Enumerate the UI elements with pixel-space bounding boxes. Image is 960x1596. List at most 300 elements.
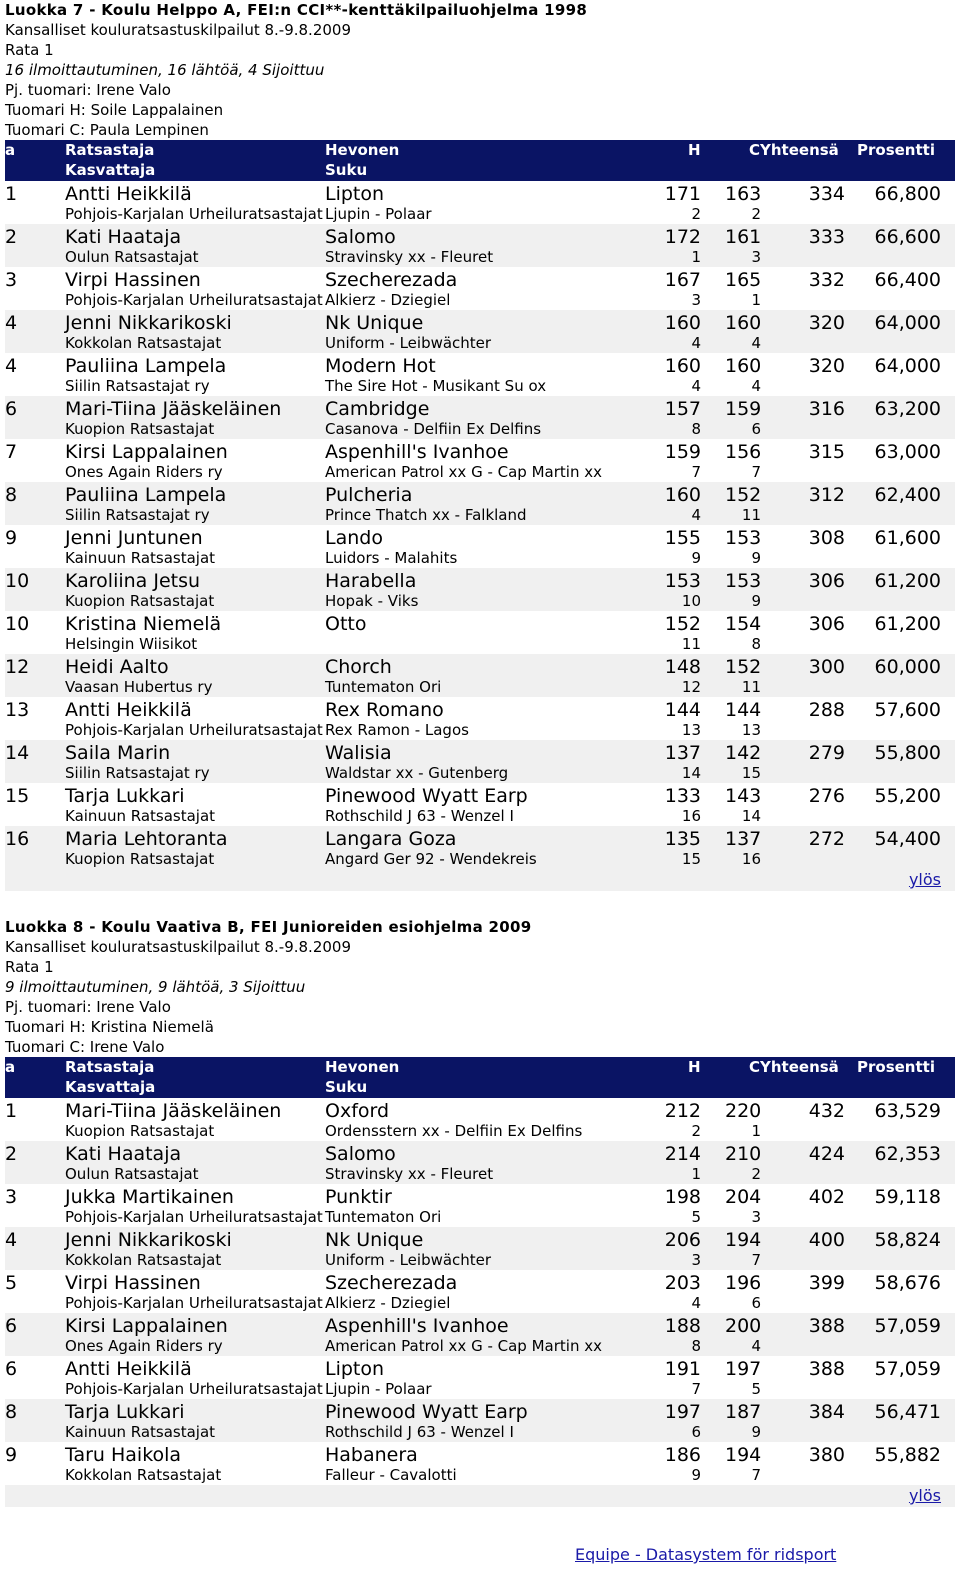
score-total: 400 bbox=[808, 1229, 845, 1251]
col-header-breeder: Kasvattaja bbox=[65, 1078, 156, 1096]
score-h: 214 bbox=[664, 1143, 701, 1165]
placing-h: 10 bbox=[681, 592, 701, 610]
score-percent: 64,000 bbox=[874, 312, 941, 334]
score-total: 388 bbox=[808, 1315, 845, 1337]
placing-h: 12 bbox=[681, 678, 701, 696]
col-header-breeder: Kasvattaja bbox=[65, 161, 156, 179]
col-header-horse: Hevonen bbox=[325, 141, 400, 159]
horse-lineage: The Sire Hot - Musikant Su ox bbox=[325, 377, 547, 395]
score-c: 137 bbox=[725, 828, 762, 850]
score-percent: 66,600 bbox=[874, 226, 941, 248]
rider-name: Virpi Hassinen bbox=[65, 269, 201, 291]
horse-name: Chorch bbox=[325, 656, 392, 678]
score-h: 153 bbox=[664, 570, 701, 592]
placing-h: 16 bbox=[681, 807, 701, 825]
back-to-top-link[interactable]: ylös bbox=[908, 870, 941, 889]
placing-c: 7 bbox=[751, 1251, 761, 1269]
rank-cell: 10 bbox=[5, 570, 30, 592]
horse-lineage: American Patrol xx G - Cap Martin xx bbox=[325, 463, 602, 481]
score-total: 306 bbox=[808, 613, 845, 635]
horse-lineage: Ljupin - Polaar bbox=[325, 205, 432, 223]
rank-cell: 13 bbox=[5, 699, 30, 721]
club-name: Oulun Ratsastajat bbox=[65, 1165, 199, 1183]
club-name: Kokkolan Ratsastajat bbox=[65, 334, 222, 352]
placing-c: 3 bbox=[751, 248, 761, 266]
placing-h: 9 bbox=[691, 1466, 701, 1484]
equipe-footer-link[interactable]: Equipe - Datasystem för ridsport bbox=[575, 1545, 837, 1564]
col-header-rank: a bbox=[5, 141, 16, 159]
score-h: 212 bbox=[664, 1100, 701, 1122]
score-c: 156 bbox=[725, 441, 762, 463]
class-title: Luokka 8 - Koulu Vaativa B, FEI Junioreiden esiohjelma 2009 bbox=[5, 918, 532, 936]
rank-cell: 4 bbox=[5, 1229, 18, 1251]
horse-name: Habanera bbox=[325, 1444, 418, 1466]
score-c: 163 bbox=[725, 183, 762, 205]
club-name: Ones Again Riders ry bbox=[65, 463, 223, 481]
score-c: 165 bbox=[725, 269, 762, 291]
rank-cell: 1 bbox=[5, 1100, 18, 1122]
horse-lineage: Ordensstern xx - Delfiin Ex Delfins bbox=[325, 1122, 583, 1140]
placing-h: 4 bbox=[691, 377, 701, 395]
score-c: 144 bbox=[725, 699, 762, 721]
score-h: 157 bbox=[664, 398, 701, 420]
score-total: 399 bbox=[808, 1272, 845, 1294]
judge-pj: Pj. tuomari: Irene Valo bbox=[5, 998, 171, 1016]
club-name: Oulun Ratsastajat bbox=[65, 248, 199, 266]
col-header-rider: Ratsastaja bbox=[65, 141, 155, 159]
placing-h: 1 bbox=[691, 248, 701, 266]
horse-lineage: Waldstar xx - Gutenberg bbox=[325, 764, 509, 782]
rider-name: Karoliina Jetsu bbox=[65, 570, 201, 592]
rider-name: Pauliina Lampela bbox=[65, 484, 227, 506]
table-row bbox=[5, 396, 955, 439]
club-name: Ones Again Riders ry bbox=[65, 1337, 223, 1355]
club-name: Kuopion Ratsastajat bbox=[65, 1122, 215, 1140]
score-total: 334 bbox=[808, 183, 845, 205]
placing-h: 2 bbox=[691, 205, 701, 223]
score-percent: 57,059 bbox=[874, 1358, 941, 1380]
horse-lineage: Alkierz - Dziegiel bbox=[325, 291, 451, 309]
horse-lineage: Ljupin - Polaar bbox=[325, 1380, 432, 1398]
rata-label: Rata 1 bbox=[5, 41, 54, 59]
score-total: 300 bbox=[808, 656, 845, 678]
horse-lineage: Rothschild J 63 - Wenzel I bbox=[325, 807, 514, 825]
table-row bbox=[5, 1227, 955, 1270]
score-h: 198 bbox=[664, 1186, 701, 1208]
horse-lineage: Tuntematon Ori bbox=[325, 678, 442, 696]
rank-cell: 7 bbox=[5, 441, 18, 463]
club-name: Kuopion Ratsastajat bbox=[65, 420, 215, 438]
score-c: 143 bbox=[725, 785, 762, 807]
club-name: Pohjois-Karjalan Urheiluratsastajat bbox=[65, 1208, 323, 1226]
score-h: 160 bbox=[664, 312, 701, 334]
results-table-header bbox=[5, 1057, 955, 1098]
horse-name: Langara Goza bbox=[325, 828, 457, 850]
horse-lineage: American Patrol xx G - Cap Martin xx bbox=[325, 1337, 602, 1355]
score-h: 160 bbox=[664, 355, 701, 377]
horse-lineage: Uniform - Leibwächter bbox=[325, 334, 492, 352]
table-row bbox=[5, 1399, 955, 1442]
rank-cell: 4 bbox=[5, 355, 18, 377]
judge-c: Tuomari C: Paula Lempinen bbox=[5, 121, 209, 139]
rider-name: Mari-Tiina Jääskeläinen bbox=[65, 1100, 282, 1122]
rider-name: Jenni Juntunen bbox=[65, 527, 203, 549]
table-row bbox=[5, 826, 955, 869]
table-row bbox=[5, 482, 955, 525]
rider-name: Antti Heikkilä bbox=[65, 183, 192, 205]
score-c: 153 bbox=[725, 570, 762, 592]
score-percent: 54,400 bbox=[874, 828, 941, 850]
horse-name: Harabella bbox=[325, 570, 417, 592]
rank-cell: 2 bbox=[5, 1143, 18, 1165]
horse-name: Pinewood Wyatt Earp bbox=[325, 785, 528, 807]
score-c: 142 bbox=[725, 742, 762, 764]
table-row bbox=[5, 568, 955, 611]
rider-name: Maria Lehtoranta bbox=[65, 828, 228, 850]
rider-name: Tarja Lukkari bbox=[65, 785, 185, 807]
horse-lineage: Uniform - Leibwächter bbox=[325, 1251, 492, 1269]
score-h: 171 bbox=[664, 183, 701, 205]
score-total: 272 bbox=[808, 828, 845, 850]
horse-lineage: Hopak - Viks bbox=[325, 592, 419, 610]
table-row bbox=[5, 740, 955, 783]
section-footer bbox=[5, 869, 955, 891]
score-percent: 56,471 bbox=[874, 1401, 941, 1423]
horse-name: Lando bbox=[325, 527, 383, 549]
col-header-rider: Ratsastaja bbox=[65, 1058, 155, 1076]
rank-cell: 5 bbox=[5, 1272, 18, 1294]
rider-name: Heidi Aalto bbox=[65, 656, 169, 678]
placing-c: 11 bbox=[741, 678, 761, 696]
placing-c: 14 bbox=[741, 807, 761, 825]
score-h: 135 bbox=[664, 828, 701, 850]
placing-h: 5 bbox=[691, 1208, 701, 1226]
table-row bbox=[5, 783, 955, 826]
club-name: Vaasan Hubertus ry bbox=[65, 678, 213, 696]
score-c: 194 bbox=[725, 1229, 762, 1251]
club-name: Kokkolan Ratsastajat bbox=[65, 1466, 222, 1484]
club-name: Kainuun Ratsastajat bbox=[65, 1423, 216, 1441]
section-footer bbox=[5, 1485, 955, 1507]
club-name: Siilin Ratsastajat ry bbox=[65, 377, 210, 395]
rank-cell: 6 bbox=[5, 398, 18, 420]
placing-c: 1 bbox=[751, 1122, 761, 1140]
rider-name: Antti Heikkilä bbox=[65, 699, 192, 721]
score-h: 159 bbox=[664, 441, 701, 463]
score-total: 279 bbox=[808, 742, 845, 764]
horse-name: Szecherezada bbox=[325, 1272, 458, 1294]
score-c: 200 bbox=[725, 1315, 762, 1337]
table-row bbox=[5, 1313, 955, 1356]
col-header-c-total: CYhteensä bbox=[749, 141, 839, 159]
rata-label: Rata 1 bbox=[5, 958, 54, 976]
club-name: Siilin Ratsastajat ry bbox=[65, 764, 210, 782]
horse-name: Nk Unique bbox=[325, 312, 424, 334]
score-total: 333 bbox=[808, 226, 845, 248]
table-row bbox=[5, 310, 955, 353]
score-total: 388 bbox=[808, 1358, 845, 1380]
score-percent: 58,676 bbox=[874, 1272, 941, 1294]
score-percent: 63,200 bbox=[874, 398, 941, 420]
score-total: 315 bbox=[808, 441, 845, 463]
entries-summary: 9 ilmoittautuminen, 9 lähtöä, 3 Sijoittuu bbox=[5, 978, 306, 996]
table-row bbox=[5, 611, 955, 654]
placing-c: 9 bbox=[751, 1423, 761, 1441]
score-h: 152 bbox=[664, 613, 701, 635]
placing-c: 7 bbox=[751, 463, 761, 481]
score-percent: 57,059 bbox=[874, 1315, 941, 1337]
table-row bbox=[5, 525, 955, 568]
horse-lineage: Stravinsky xx - Fleuret bbox=[325, 1165, 494, 1183]
results-page bbox=[5, 0, 955, 1507]
score-total: 320 bbox=[808, 312, 845, 334]
score-total: 332 bbox=[808, 269, 845, 291]
club-name: Helsingin Wiisikot bbox=[65, 635, 198, 653]
club-name: Siilin Ratsastajat ry bbox=[65, 506, 210, 524]
rank-cell: 6 bbox=[5, 1315, 18, 1337]
table-row bbox=[5, 1270, 955, 1313]
table-row bbox=[5, 697, 955, 740]
horse-lineage: Casanova - Delfiin Ex Delfins bbox=[325, 420, 542, 438]
score-total: 320 bbox=[808, 355, 845, 377]
placing-c: 6 bbox=[751, 1294, 761, 1312]
table-row bbox=[5, 654, 955, 697]
placing-c: 4 bbox=[751, 1337, 761, 1355]
horse-name: Walisia bbox=[325, 742, 392, 764]
score-percent: 60,000 bbox=[874, 656, 941, 678]
club-name: Kuopion Ratsastajat bbox=[65, 592, 215, 610]
club-name: Pohjois-Karjalan Urheiluratsastajat bbox=[65, 205, 323, 223]
placing-h: 6 bbox=[691, 1423, 701, 1441]
horse-name: Lipton bbox=[325, 1358, 385, 1380]
table-row bbox=[5, 1356, 955, 1399]
score-h: 186 bbox=[664, 1444, 701, 1466]
col-header-rank: a bbox=[5, 1058, 16, 1076]
horse-lineage: Luidors - Malahits bbox=[325, 549, 458, 567]
score-c: 210 bbox=[725, 1143, 762, 1165]
judge-pj: Pj. tuomari: Irene Valo bbox=[5, 81, 171, 99]
score-c: 197 bbox=[725, 1358, 762, 1380]
score-h: 172 bbox=[664, 226, 701, 248]
placing-h: 8 bbox=[691, 420, 701, 438]
club-name: Pohjois-Karjalan Urheiluratsastajat bbox=[65, 1380, 323, 1398]
rider-name: Kirsi Lappalainen bbox=[65, 441, 228, 463]
back-to-top-link[interactable]: ylös bbox=[908, 1486, 941, 1505]
horse-name: Nk Unique bbox=[325, 1229, 424, 1251]
score-c: 161 bbox=[725, 226, 762, 248]
event-name: Kansalliset kouluratsastuskilpailut 8.-9.8.2009 bbox=[5, 938, 351, 956]
placing-c: 1 bbox=[751, 291, 761, 309]
judge-h: Tuomari H: Soile Lappalainen bbox=[5, 101, 224, 119]
judge-h: Tuomari H: Kristina Niemelä bbox=[5, 1018, 214, 1036]
rider-name: Kati Haataja bbox=[65, 1143, 182, 1165]
horse-lineage: Stravinsky xx - Fleuret bbox=[325, 248, 494, 266]
club-name: Kainuun Ratsastajat bbox=[65, 807, 216, 825]
horse-name: Lipton bbox=[325, 183, 385, 205]
score-total: 384 bbox=[808, 1401, 845, 1423]
rider-name: Mari-Tiina Jääskeläinen bbox=[65, 398, 282, 420]
placing-h: 13 bbox=[681, 721, 701, 739]
horse-name: Modern Hot bbox=[325, 355, 436, 377]
club-name: Kuopion Ratsastajat bbox=[65, 850, 215, 868]
placing-c: 9 bbox=[751, 549, 761, 567]
score-c: 196 bbox=[725, 1272, 762, 1294]
rank-cell: 9 bbox=[5, 527, 18, 549]
table-row bbox=[5, 1184, 955, 1227]
horse-lineage: Tuntematon Ori bbox=[325, 1208, 442, 1226]
rank-cell: 9 bbox=[5, 1444, 18, 1466]
score-h: 144 bbox=[664, 699, 701, 721]
table-row bbox=[5, 353, 955, 396]
rider-name: Saila Marin bbox=[65, 742, 171, 764]
horse-lineage: Rex Ramon - Lagos bbox=[325, 721, 469, 739]
placing-h: 3 bbox=[691, 291, 701, 309]
rider-name: Jenni Nikkarikoski bbox=[65, 1229, 232, 1251]
score-percent: 61,600 bbox=[874, 527, 941, 549]
rank-cell: 10 bbox=[5, 613, 30, 635]
horse-name: Aspenhill's Ivanhoe bbox=[325, 1315, 509, 1337]
score-percent: 61,200 bbox=[874, 570, 941, 592]
score-percent: 55,882 bbox=[874, 1444, 941, 1466]
placing-c: 3 bbox=[751, 1208, 761, 1226]
horse-name: Salomo bbox=[325, 226, 396, 248]
horse-name: Pulcheria bbox=[325, 484, 413, 506]
event-name: Kansalliset kouluratsastuskilpailut 8.-9.8.2009 bbox=[5, 21, 351, 39]
score-c: 220 bbox=[725, 1100, 762, 1122]
horse-name: Szecherezada bbox=[325, 269, 458, 291]
score-c: 152 bbox=[725, 656, 762, 678]
table-row bbox=[5, 1098, 955, 1141]
table-row bbox=[5, 267, 955, 310]
placing-h: 11 bbox=[681, 635, 701, 653]
horse-lineage: Alkierz - Dziegiel bbox=[325, 1294, 451, 1312]
score-percent: 64,000 bbox=[874, 355, 941, 377]
placing-c: 15 bbox=[741, 764, 761, 782]
score-c: 194 bbox=[725, 1444, 762, 1466]
rider-name: Kristina Niemelä bbox=[65, 613, 222, 635]
score-total: 316 bbox=[808, 398, 845, 420]
rank-cell: 14 bbox=[5, 742, 30, 764]
score-c: 159 bbox=[725, 398, 762, 420]
table-row bbox=[5, 1442, 955, 1485]
score-total: 308 bbox=[808, 527, 845, 549]
judge-c: Tuomari C: Irene Valo bbox=[5, 1038, 165, 1056]
entries-summary: 16 ilmoittautuminen, 16 lähtöä, 4 Sijoittuu bbox=[5, 61, 325, 79]
placing-h: 14 bbox=[681, 764, 701, 782]
score-percent: 62,400 bbox=[874, 484, 941, 506]
placing-h: 7 bbox=[691, 1380, 701, 1398]
placing-h: 8 bbox=[691, 1337, 701, 1355]
club-name: Pohjois-Karjalan Urheiluratsastajat bbox=[65, 291, 323, 309]
placing-h: 3 bbox=[691, 1251, 701, 1269]
rider-name: Tarja Lukkari bbox=[65, 1401, 185, 1423]
rank-cell: 15 bbox=[5, 785, 30, 807]
score-c: 187 bbox=[725, 1401, 762, 1423]
placing-h: 4 bbox=[691, 1294, 701, 1312]
table-row bbox=[5, 181, 955, 224]
score-total: 432 bbox=[808, 1100, 845, 1122]
placing-c: 5 bbox=[751, 1380, 761, 1398]
rank-cell: 4 bbox=[5, 312, 18, 334]
rank-cell: 2 bbox=[5, 226, 18, 248]
section-gap bbox=[5, 891, 955, 917]
score-h: 148 bbox=[664, 656, 701, 678]
results-table-header bbox=[5, 140, 955, 181]
score-percent: 62,353 bbox=[874, 1143, 941, 1165]
club-name: Pohjois-Karjalan Urheiluratsastajat bbox=[65, 721, 323, 739]
col-header-h: H bbox=[688, 141, 701, 159]
horse-lineage: Prince Thatch xx - Falkland bbox=[325, 506, 527, 524]
rank-cell: 3 bbox=[5, 1186, 18, 1208]
rider-name: Jukka Martikainen bbox=[65, 1186, 234, 1208]
score-percent: 59,118 bbox=[874, 1186, 941, 1208]
class-section bbox=[5, 917, 955, 1507]
score-total: 402 bbox=[808, 1186, 845, 1208]
placing-c: 13 bbox=[741, 721, 761, 739]
score-percent: 57,600 bbox=[874, 699, 941, 721]
score-percent: 58,824 bbox=[874, 1229, 941, 1251]
score-c: 204 bbox=[725, 1186, 762, 1208]
placing-c: 2 bbox=[751, 1165, 761, 1183]
score-total: 380 bbox=[808, 1444, 845, 1466]
col-header-h: H bbox=[688, 1058, 701, 1076]
score-c: 160 bbox=[725, 355, 762, 377]
score-h: 133 bbox=[664, 785, 701, 807]
col-header-horse: Hevonen bbox=[325, 1058, 400, 1076]
score-h: 191 bbox=[664, 1358, 701, 1380]
rider-name: Taru Haikola bbox=[65, 1444, 182, 1466]
horse-lineage: Rothschild J 63 - Wenzel I bbox=[325, 1423, 514, 1441]
horse-name: Salomo bbox=[325, 1143, 396, 1165]
rider-name: Jenni Nikkarikoski bbox=[65, 312, 232, 334]
class-section bbox=[5, 0, 955, 917]
horse-name: Rex Romano bbox=[325, 699, 444, 721]
score-percent: 63,529 bbox=[874, 1100, 941, 1122]
placing-h: 15 bbox=[681, 850, 701, 868]
score-h: 197 bbox=[664, 1401, 701, 1423]
score-total: 312 bbox=[808, 484, 845, 506]
score-percent: 66,800 bbox=[874, 183, 941, 205]
rank-cell: 8 bbox=[5, 484, 18, 506]
score-c: 152 bbox=[725, 484, 762, 506]
score-total: 276 bbox=[808, 785, 845, 807]
rank-cell: 3 bbox=[5, 269, 18, 291]
score-percent: 63,000 bbox=[874, 441, 941, 463]
score-h: 137 bbox=[664, 742, 701, 764]
horse-name: Pinewood Wyatt Earp bbox=[325, 1401, 528, 1423]
class-title: Luokka 7 - Koulu Helppo A, FEI:n CCI**-kenttäkilpailuohjelma 1998 bbox=[5, 1, 588, 19]
placing-c: 4 bbox=[751, 334, 761, 352]
horse-lineage: Falleur - Cavalotti bbox=[325, 1466, 457, 1484]
score-total: 424 bbox=[808, 1143, 845, 1165]
club-name: Kainuun Ratsastajat bbox=[65, 549, 216, 567]
placing-c: 7 bbox=[751, 1466, 761, 1484]
rank-cell: 6 bbox=[5, 1358, 18, 1380]
score-h: 203 bbox=[664, 1272, 701, 1294]
club-name: Pohjois-Karjalan Urheiluratsastajat bbox=[65, 1294, 323, 1312]
score-h: 167 bbox=[664, 269, 701, 291]
placing-h: 1 bbox=[691, 1165, 701, 1183]
col-header-percent: Prosentti bbox=[857, 141, 935, 159]
score-percent: 61,200 bbox=[874, 613, 941, 635]
score-percent: 55,800 bbox=[874, 742, 941, 764]
col-header-c-total: CYhteensä bbox=[749, 1058, 839, 1076]
score-total: 306 bbox=[808, 570, 845, 592]
placing-c: 8 bbox=[751, 635, 761, 653]
score-c: 153 bbox=[725, 527, 762, 549]
table-row bbox=[5, 224, 955, 267]
placing-h: 7 bbox=[691, 463, 701, 481]
